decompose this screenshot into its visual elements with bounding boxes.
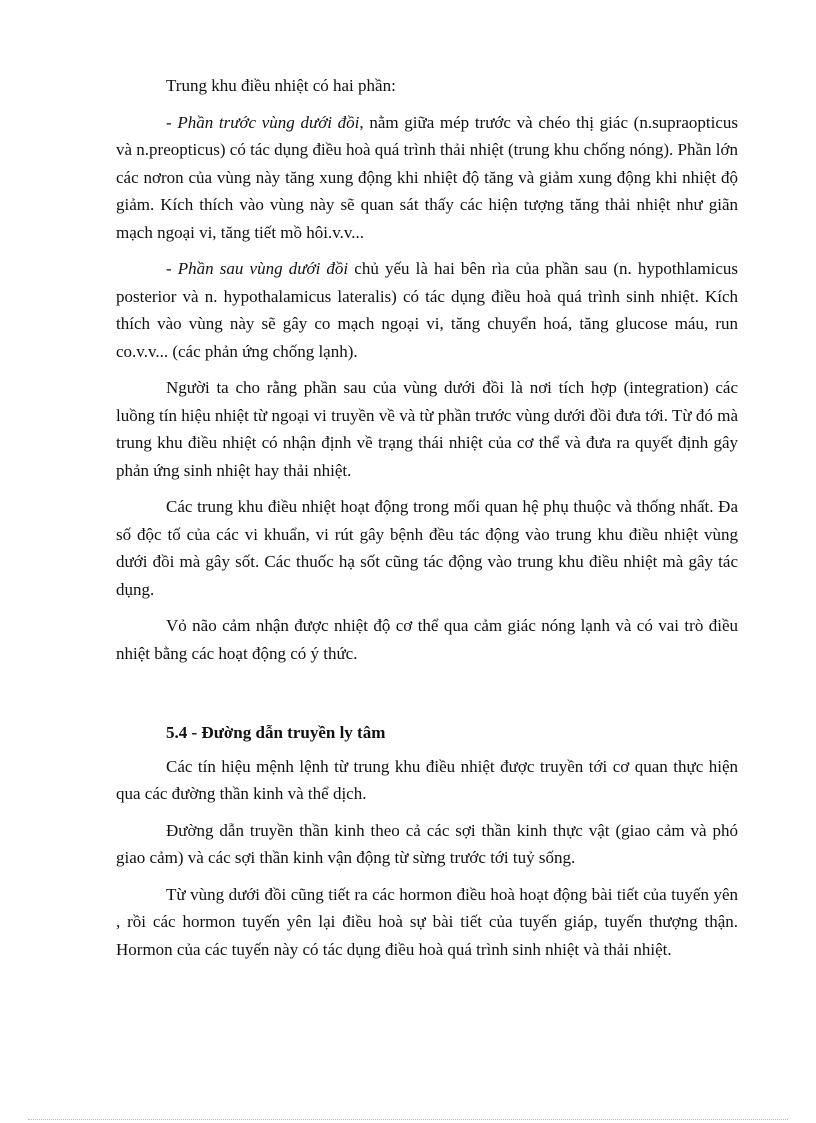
paragraph-signals: Các tín hiệu mệnh lệnh từ trung khu điều nhiệt được truyền tới cơ quan thực hiện qua các đường thần kinh và thể dịch. <box>116 756 738 803</box>
paragraph-body: , nằm giữa mép trước và chéo thị giác (n.supraopticus và n.preopticus) có tác dụng điều hoà quá trình thải nhiệt (trung khu chống nóng). Phần lớn các nơron của vùng này tăng xung động khi nhiệt độ tăng và giảm xung động khi nhiệt độ giảm. Kích thích vào vùng này sẽ quan sát thấy các hiện tượng tăng thải nhiệt như giãn mạch ngoại vi, tăng tiết mồ hôi.v.v... <box>116 112 738 242</box>
paragraph-centers-activity: Các trung khu điều nhiệt hoạt động trong mối quan hệ phụ thuộc và thống nhất. Đa số độc tố của các vi khuẩn, vi rút gây bệnh đều tác động vào trung khu điều nhiệt vùng dưới đồi mà gây sốt. Các thuốc hạ sốt cũng tác động vào trung khu điều nhiệt mà gây tác dụng. <box>116 497 738 599</box>
paragraph-integration: Người ta cho rằng phần sau của vùng dưới đồi là nơi tích hợp (integration) các luồng tín hiệu nhiệt từ ngoại vi truyền về và từ phần trước vùng dưới đồi đưa tới. Từ đó mà trung khu điều nhiệt có nhận định về trạng thái nhiệt của cơ thể và đưa ra quyết định gây phản ứng sinh nhiệt hay thải nhiệt. <box>116 378 738 480</box>
page-bottom-divider <box>28 1119 788 1120</box>
paragraph-anterior-hypothalamus <box>116 109 738 247</box>
paragraph-hormonal-pathway: Từ vùng dưới đồi cũng tiết ra các hormon điều hoà hoạt động bài tiết của tuyến yên , rồi các hormon tuyến yên lại điều hoà sự bài tiết của tuyến giáp, tuyến thượng thận. Hormon của các tuyến này có tác dụng điều hoà quá trình sinh nhiệt và thải nhiệt. <box>116 884 738 959</box>
paragraph-body: chủ yếu là hai bên rìa của phần sau (n. hypothlamicus posterior và n. hypothalamicus lateralis) có tác dụng điều hoà quá trình sinh nhiệt. Kích thích vào vùng này sẽ gây co mạch ngoại vi, tăng chuyển hoá, tăng glucose máu, run co.v.v... (các phản ứng chống lạnh). <box>116 259 738 361</box>
section-heading: 5.4 - Đường dẫn truyền ly tâm <box>166 723 386 742</box>
intro-paragraph: Trung khu điều nhiệt có hai phần: <box>166 76 396 95</box>
paragraph-lead-italic: - Phần sau vùng dưới đồi <box>166 259 349 278</box>
paragraph-neural-pathway: Đường dẫn truyền thần kinh theo cả các sợi thần kinh thực vật (giao cảm và phó giao cảm) và các sợi thần kinh vận động từ sừng trước tới tuỷ sống. <box>116 820 738 867</box>
paragraph-posterior-hypothalamus <box>116 255 738 365</box>
document-body <box>116 72 738 963</box>
paragraph-lead-italic: - Phần trước vùng dưới đồi <box>166 112 360 132</box>
paragraph-cortex: Vỏ não cảm nhận được nhiệt độ cơ thể qua cảm giác nóng lạnh và có vai trò điều nhiệt bằng các hoạt động có ý thức. <box>116 616 738 663</box>
